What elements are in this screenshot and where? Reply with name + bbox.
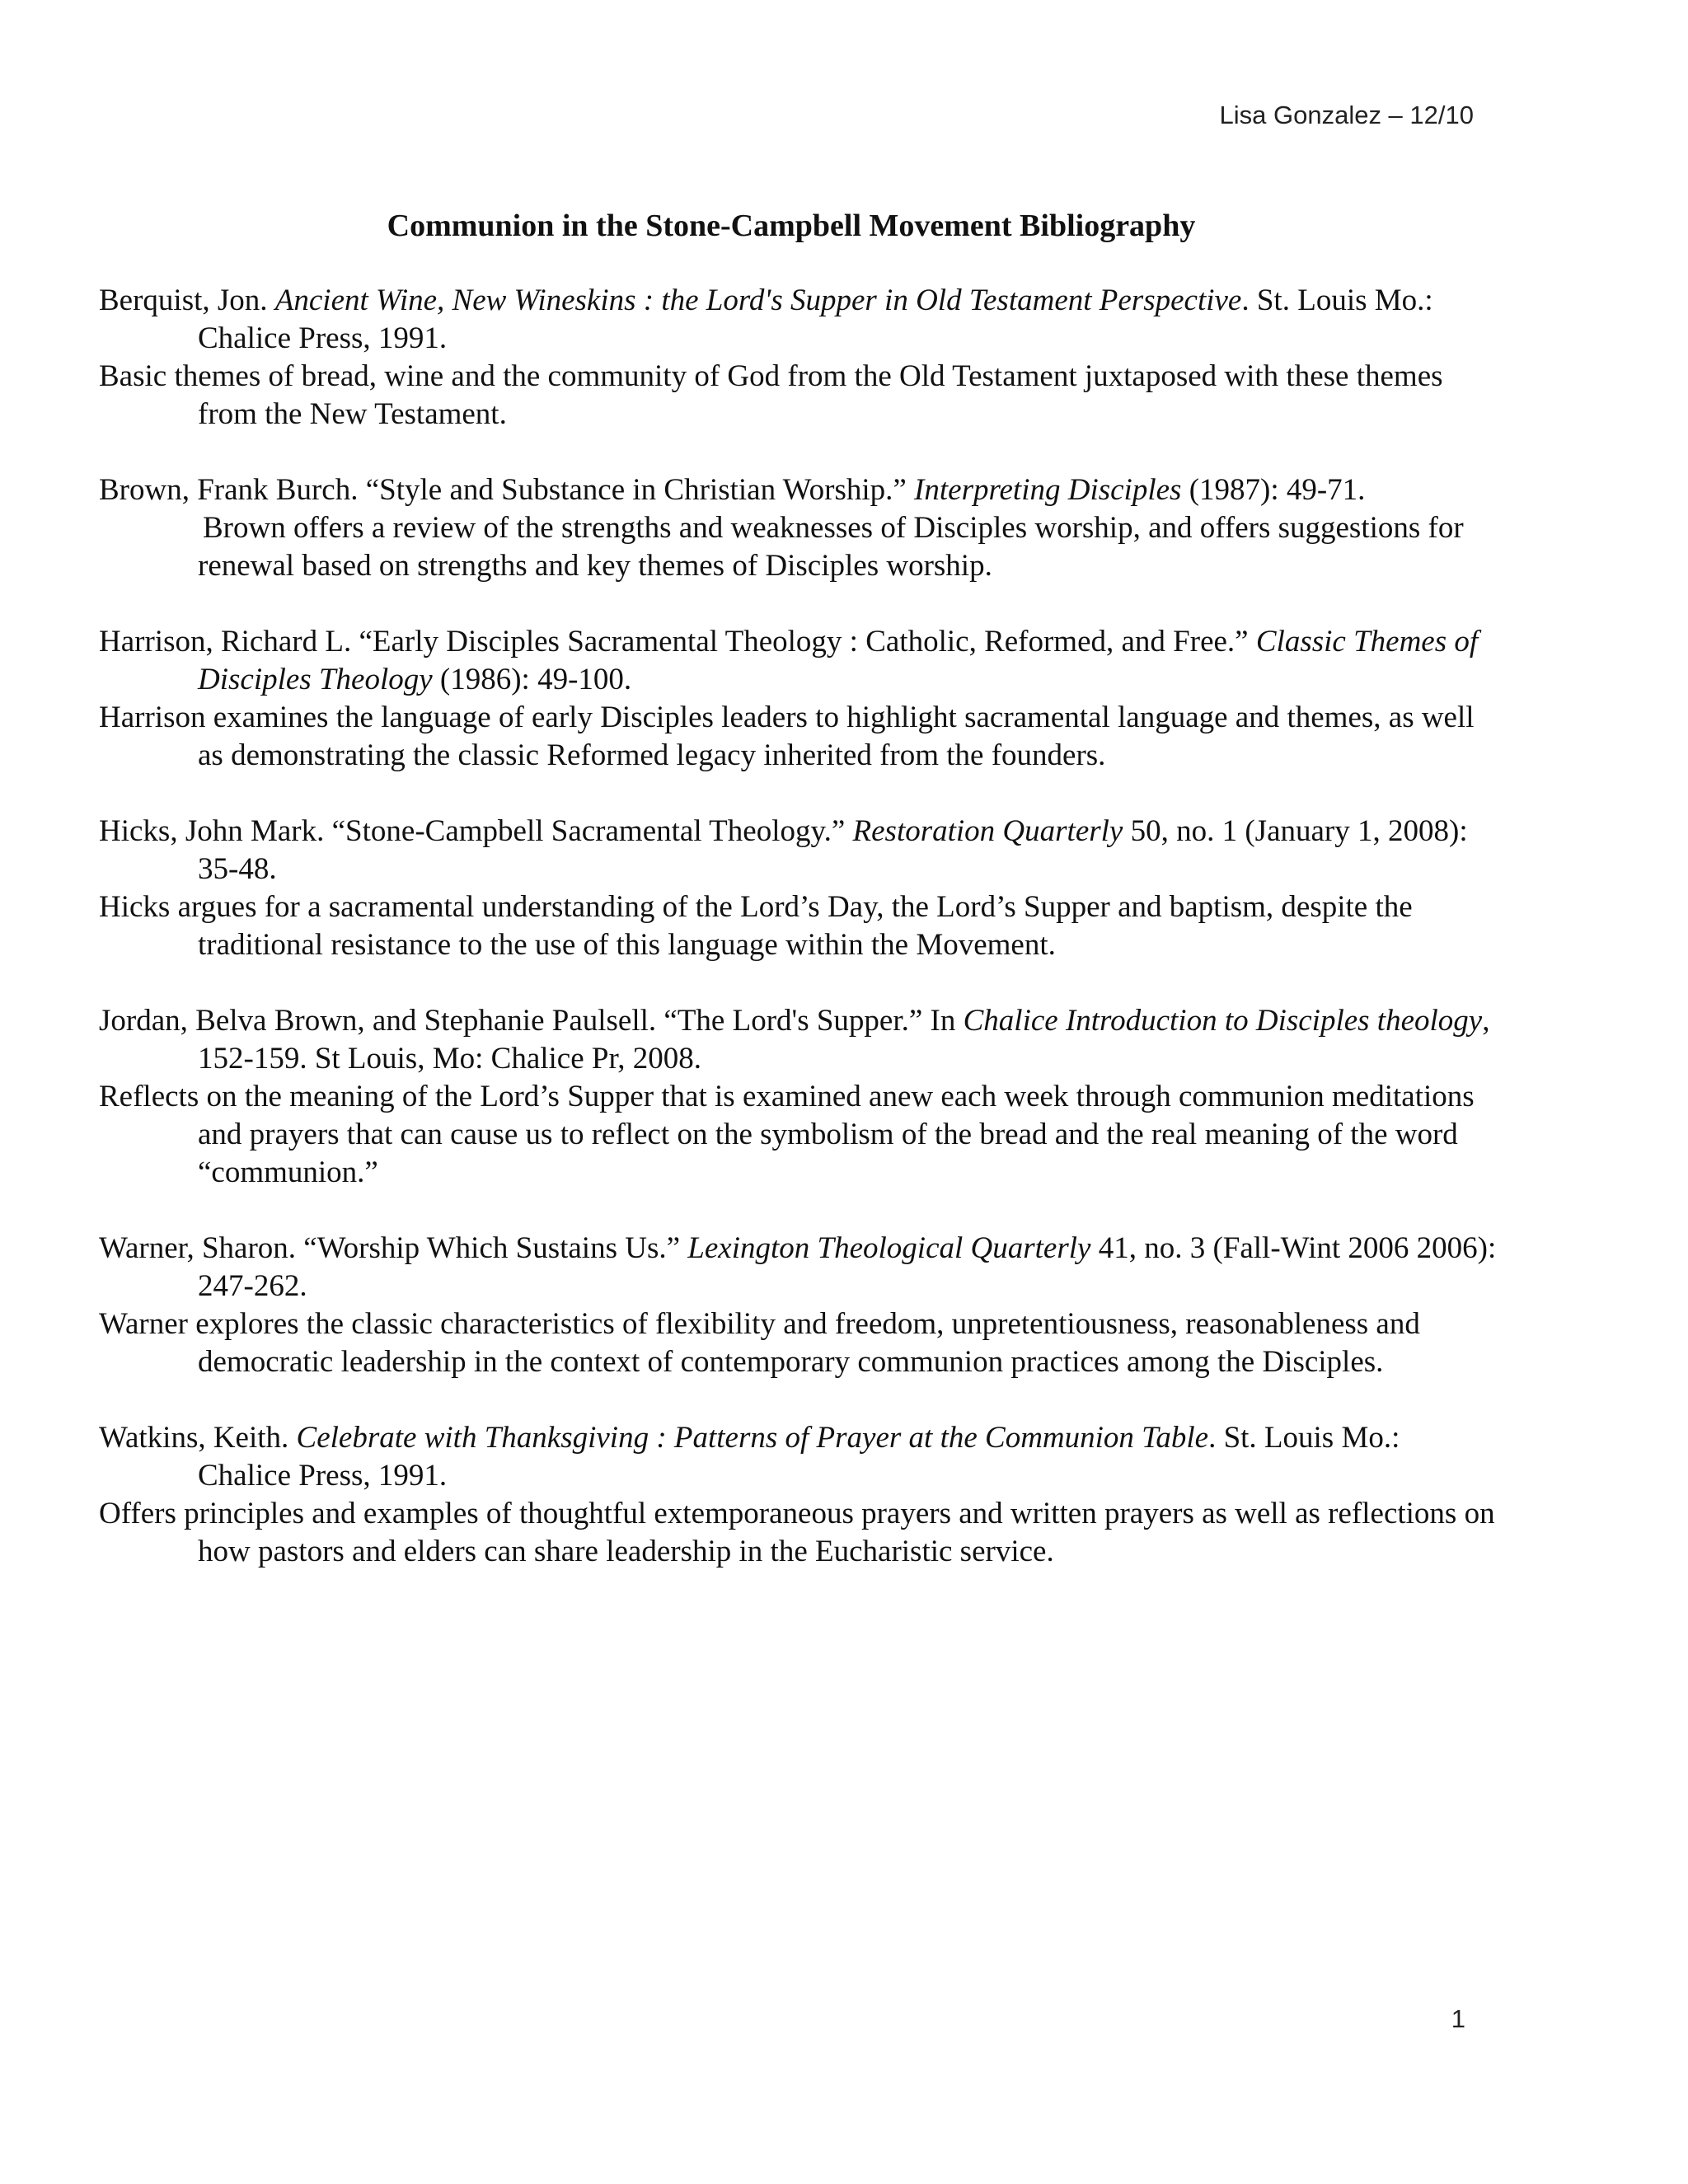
citation-author: Warner, Sharon. “Worship Which Sustains Us.” (99, 1231, 688, 1265)
citation (99, 1419, 1500, 1495)
citation-title: Lexington Theological Quarterly (687, 1231, 1091, 1265)
annotation: Brown offers a review of the strengths and weaknesses of Disciples worship, and offers suggestions for renewal based on strengths and key themes of Disciples worship. (198, 511, 1464, 583)
citation-details: (1986): 49-100. (432, 663, 632, 696)
bibliography-entry (99, 1419, 1500, 1571)
citation-details: , 152-159. St Louis, Mo: Chalice Pr, 2008. (198, 1004, 1490, 1076)
citation-details: . St. Louis Mo.: Chalice Press, 1991. (198, 1421, 1400, 1493)
bibliography-entry (99, 813, 1500, 964)
annotation: Harrison examines the language of early Disciples leaders to highlight sacramental language and themes, as well as demonstrating the classic Reformed legacy inherited from the founders. (99, 701, 1475, 772)
citation (99, 1230, 1500, 1305)
bibliography-entry (99, 623, 1500, 775)
citation-title: Celebrate with Thanksgiving : Patterns of Prayer at the Communion Table (296, 1421, 1209, 1455)
document-title: Communion in the Stone-Campbell Movement Bibliography (387, 209, 1196, 243)
citation-details: 41, no. 3 (Fall-Wint 2006 2006): 247-262. (198, 1231, 1497, 1303)
annotation: Offers principles and examples of thoughtful extemporaneous prayers and written prayers as well as reflections on how pastors and elders can share leadership in the Eucharistic service. (99, 1497, 1495, 1568)
citation-details: 50, no. 1 (January 1, 2008): 35-48. (198, 814, 1468, 886)
annotation: Reflects on the meaning of the Lord’s Supper that is examined anew each week through communion meditations and prayers that can cause us to reflect on the symbolism of the bread and the real meaning of the word “communion.” (99, 1080, 1475, 1189)
citation (99, 813, 1500, 888)
citation-title: Chalice Introduction to Disciples theology (963, 1004, 1483, 1038)
citation-details: . St. Louis Mo.: Chalice Press, 1991. (198, 284, 1433, 355)
citation-author: Hicks, John Mark. “Stone-Campbell Sacramental Theology.” (99, 814, 853, 848)
citation-title: Ancient Wine, New Wineskins : the Lord's Supper in Old Testament Perspective (274, 284, 1242, 317)
citation (99, 282, 1500, 358)
page-number: 1 (1451, 2004, 1465, 2033)
citation-details: (1987): 49-71. (1181, 473, 1366, 507)
citation-author: Jordan, Belva Brown, and Stephanie Paulsell. “The Lord's Supper.” In (99, 1004, 964, 1038)
bibliography-list (99, 282, 1500, 1609)
citation (99, 471, 1500, 509)
citation-author: Harrison, Richard L. “Early Disciples Sacramental Theology : Catholic, Reformed, and Free.” (99, 625, 1256, 658)
citation-title: Classic Themes of Disciples Theology (198, 625, 1479, 696)
annotation: Hicks argues for a sacramental understanding of the Lord’s Day, the Lord’s Supper and baptism, despite the traditional resistance to the use of this language within the Movement. (99, 890, 1413, 962)
annotation: Warner explores the classic characteristics of flexibility and freedom, unpretentiousness, reasonableness and democratic leadership in the context of contemporary communion practices among the Disciples. (99, 1307, 1420, 1379)
bibliography-entry (99, 1230, 1500, 1381)
citation (99, 623, 1500, 699)
citation-title: Restoration Quarterly (852, 814, 1123, 848)
citation-title: Interpreting Disciples (914, 473, 1182, 507)
bibliography-entry (99, 282, 1500, 434)
page-header-author-date: Lisa Gonzalez – 12/10 (1219, 101, 1474, 129)
annotation: Basic themes of bread, wine and the community of God from the Old Testament juxtaposed with these themes from the New Testament. (99, 359, 1443, 431)
bibliography-entry (99, 1002, 1500, 1192)
citation (99, 1002, 1500, 1078)
bibliography-entry (99, 471, 1500, 585)
citation-author: Watkins, Keith. (99, 1421, 297, 1455)
citation-author: Brown, Frank Burch. “Style and Substance in Christian Worship.” (99, 473, 915, 507)
citation-author: Berquist, Jon. (99, 284, 275, 317)
